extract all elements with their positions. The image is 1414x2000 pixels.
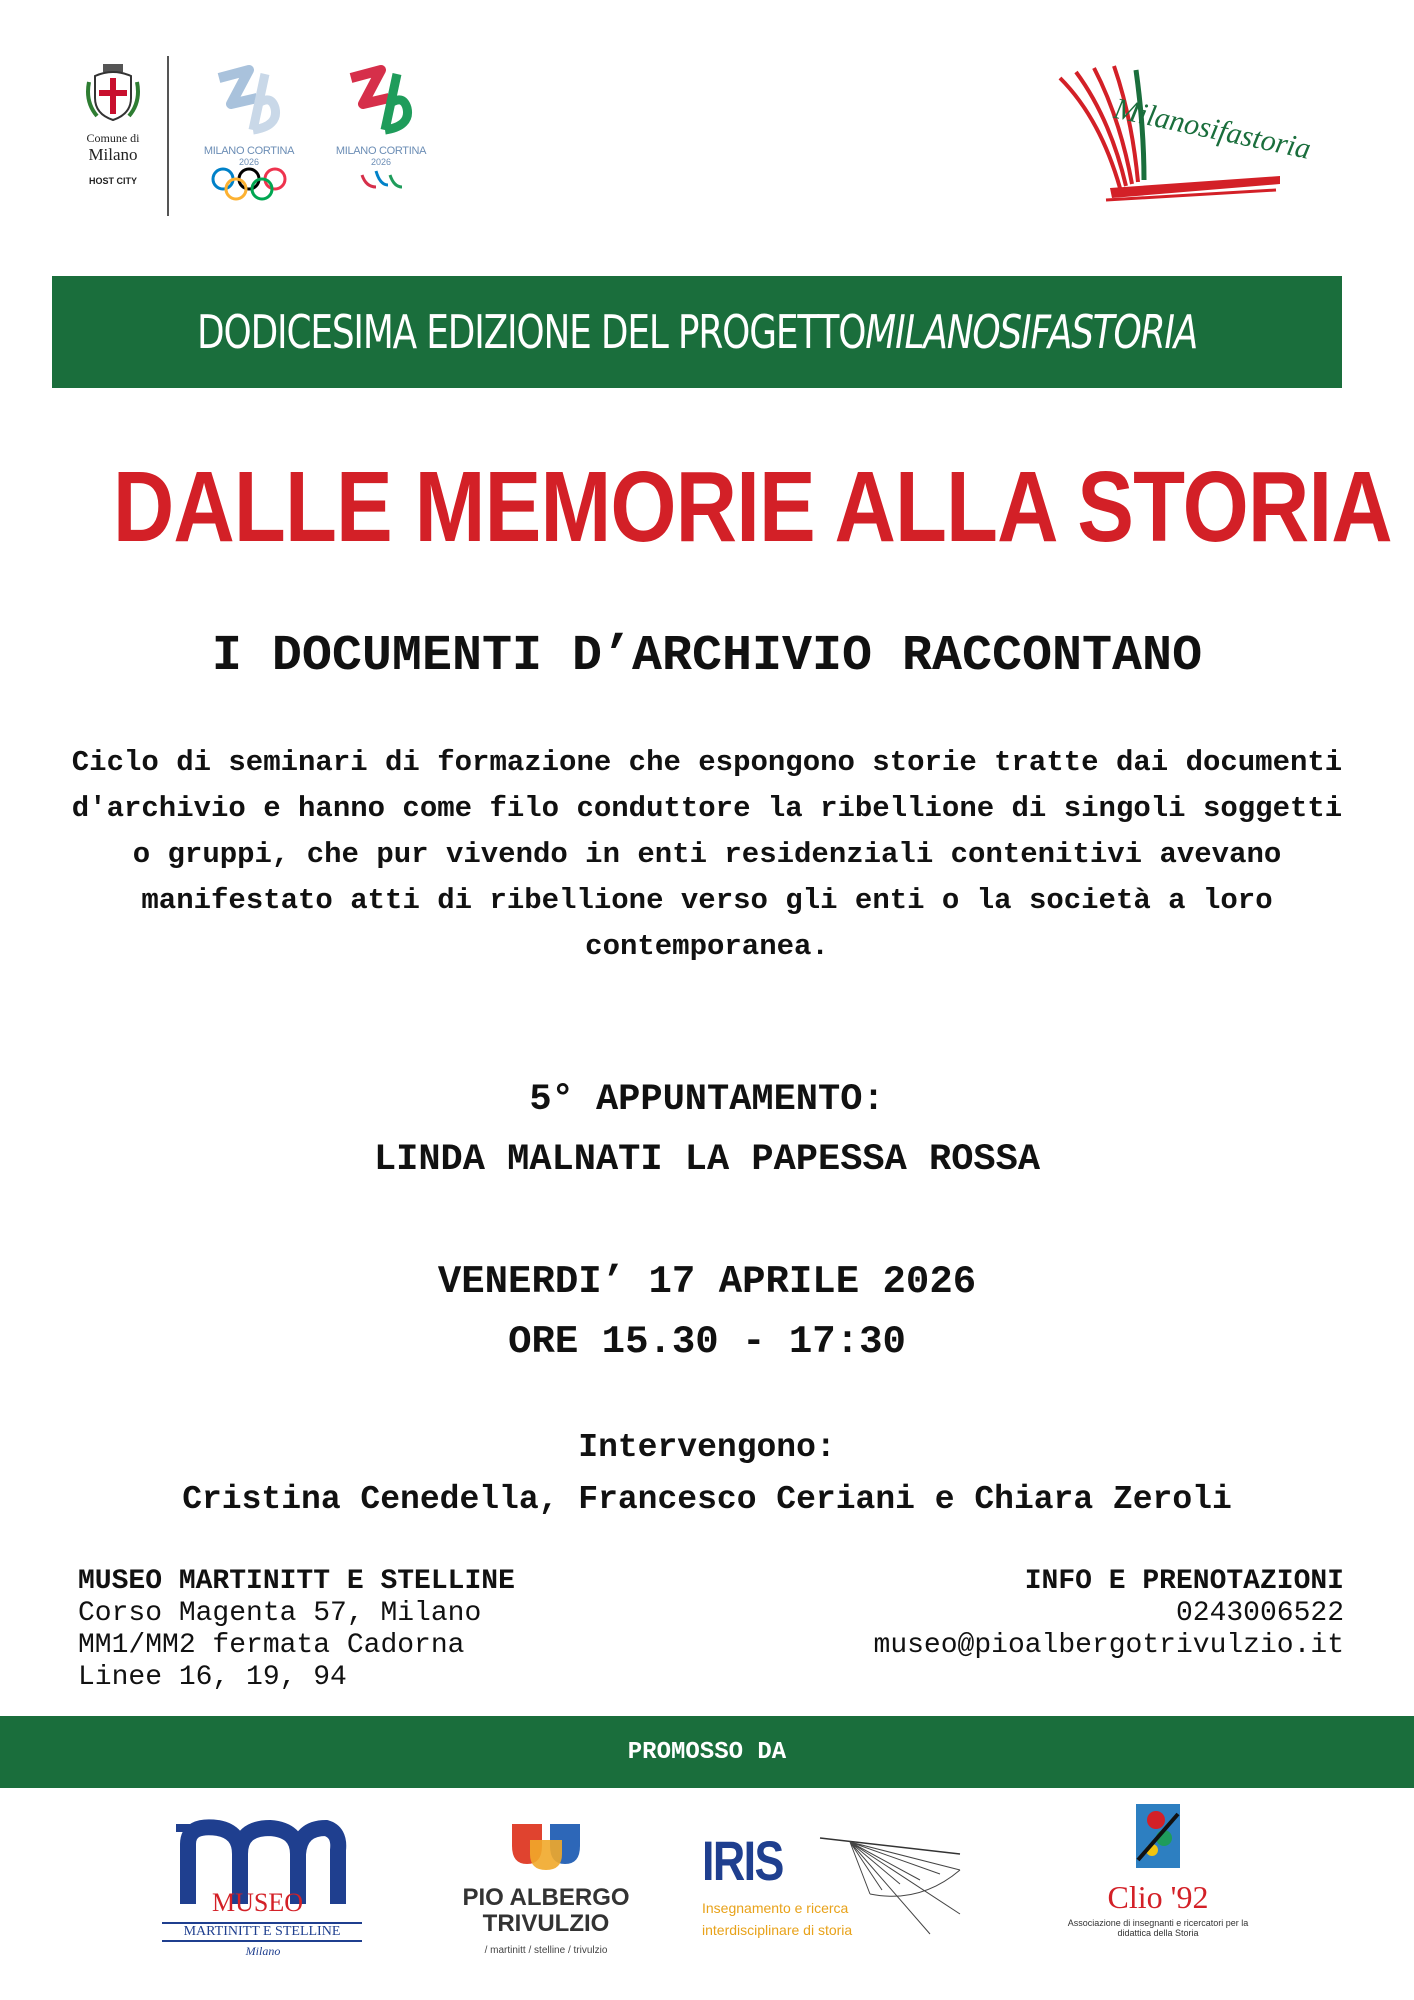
brand-name: Milanosifastoria [1111,92,1314,166]
iris-name: IRIS [702,1829,783,1892]
pat-tag: / martinitt / stelline / trivulzio [484,1945,608,1956]
promoted-by-label: PROMOSSO DA [627,1738,787,1766]
promoted-by-bar [0,1716,1414,1788]
venue-name: MUSEO MARTINITT E STELLINE [78,1566,515,1597]
olympic-rings-icon [209,167,289,201]
banner-prefix: DODICESIMA EDIZIONE DEL PROGETTO [196,305,866,359]
venue-lines: Linee 16, 19, 94 [78,1662,347,1693]
clio-line2: didattica della Storia [1117,1928,1199,1938]
main-title [0,450,1414,565]
appointment-number: 5° APPUNTAMENTO: [529,1079,885,1121]
comune-milano-logo [78,62,148,186]
header-divider [167,56,169,216]
project-banner [52,276,1342,388]
olympic-logo [190,64,308,206]
info-block [700,1566,1344,1662]
museo-line1: MARTINITT E STELLINE [162,1922,362,1942]
iris-line2: interdisciplinare di storia [702,1922,853,1938]
info-phone[interactable]: 0243006522 [1175,1598,1344,1629]
event-date: VENERDI’ 17 APRILE 2026 [437,1260,977,1304]
clio-line1: Associazione di insegnanti e ricercatori per la [1067,1918,1249,1928]
pat-line1: PIO ALBERGO [462,1884,630,1911]
schedule [0,1252,1414,1372]
speakers [0,1422,1414,1526]
sponsor-pio-albergo-logo [456,1818,636,1958]
banner-project-name: MILANOSIFASTORIA [865,305,1198,359]
comune-line3: HOST CITY [88,176,137,186]
paralympic-caption: MILANO CORTINA [335,145,427,157]
subtitle: I DOCUMENTI D’ARCHIVIO RACCONTANO [211,628,1203,685]
sponsor-iris-logo [700,1828,990,1958]
sponsor-museo-logo [158,1814,368,1964]
info-title: INFO E PRENOTAZIONI [1024,1566,1344,1597]
milano-cortina-paralympic-emblem-icon [341,64,421,140]
event-time: ORE 15.30 - 17:30 [508,1320,906,1364]
paralympic-agitos-icon [356,167,406,195]
venue-address: Corso Magenta 57, Milano [78,1598,482,1629]
paralympic-logo [322,64,440,200]
clio-name: Clio '92 [1107,1879,1209,1915]
description: Ciclo di seminari di formazione che espongono storie tratte dai documenti d'archivio e hanno come filo conduttore la ribellione di singoli soggetti o gruppi, che pur vivendo in enti residenziali contenitivi avevano manifestato atti di ribellione verso gli enti o la società a loro contemporanea. [71,746,1343,963]
appointment [0,1070,1414,1190]
speakers-names: Cristina Cenedella, Francesco Ceriani e Chiara Zeroli [182,1481,1232,1518]
venue-metro: MM1/MM2 fermata Cadorna [78,1630,465,1661]
museo-city: Milano [245,1944,281,1958]
appointment-title: LINDA MALNATI LA PAPESSA ROSSA [373,1139,1041,1181]
olympic-year: 2026 [238,157,260,167]
banner-text [197,305,1197,359]
pio-albergo-trivulzio-icon [496,1818,596,1880]
milano-cortina-emblem-icon [209,64,289,140]
pat-line2: TRIVULZIO [482,1910,610,1937]
comune-line1: Comune di [86,131,140,145]
milano-coat-of-arms-icon [85,62,141,124]
info-email[interactable]: museo@pioalbergotrivulzio.it [873,1630,1344,1661]
paralympic-year: 2026 [370,157,392,167]
speakers-label: Intervengono: [578,1429,836,1466]
milanosifastoria-logo [1040,58,1340,208]
clio-emblem-icon [1130,1800,1186,1872]
olympic-caption: MILANO CORTINA [203,145,295,157]
main-title-text: DALLE MEMORIE ALLA STORIA [112,451,1392,563]
iris-line1: Insegnamento e ricerca [702,1900,849,1916]
venue-block [78,1566,718,1694]
museo-word: MUSEO [212,1888,304,1917]
sponsor-clio-logo [1050,1800,1266,1960]
comune-line2: Milano [88,145,138,164]
